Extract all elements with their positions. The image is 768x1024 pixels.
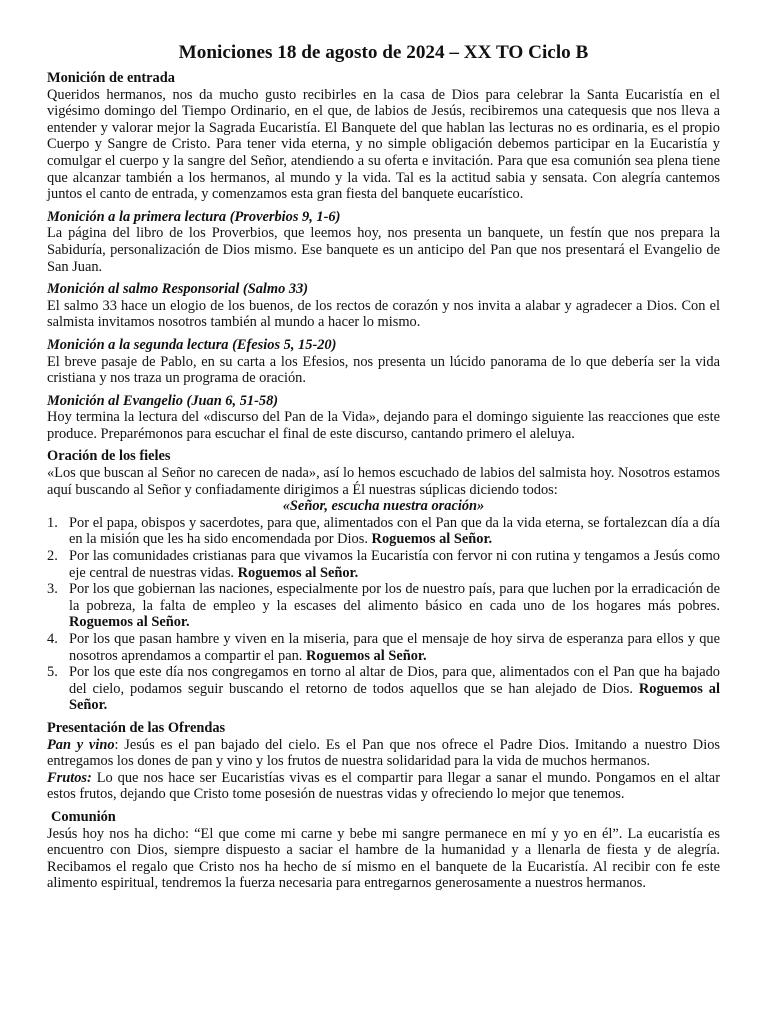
petition-text: Por las comunidades cristianas para que vivamos la Eucaristía con fervor ni con rutina y tengamos a Jesús como eje central de nuestras vidas. [69, 548, 720, 581]
label-frutos: Frutos: [47, 769, 92, 786]
text-segunda-lectura: El breve pasaje de Pablo, en su carta a los Efesios, nos presenta un lúcido panorama de lo que debería ser la vida cristiana y nos traza un programa de oración. [47, 353, 720, 387]
petitions-list [47, 515, 720, 714]
petition-number: 3. [47, 581, 58, 598]
text-entrada: Queridos hermanos, nos da mucho gusto recibirles en la casa de Dios para celebrar la Santa Eucaristía en el vigésimo domingo del Tiempo Ordinario, en el que, de labios de Jesús, recibiremos una catequesis que nos lleva a entender y valorar mejor la Sagrada Eucaristía. El Banquete del que hablan las lecturas no es ordinaria, es el propio Cuerpo y Sangre de Cristo. Para tener vida eterna, y no simple obligación debemos participar en la Eucaristía y comulgar el cuerpo y la sangre del Señor, atendiendo a su oferta e invitación. Para que esa comunión sea plena tiene que alcanzar también a los hermanos, al mundo y la vida. Tal es la actitud sabia y sensata. Con alegría cantemos juntos el canto de entrada, y comenzamos esta gran fiesta del banquete eucarístico. [47, 86, 720, 203]
heading-comunion: Comunión [51, 808, 116, 825]
section-ofrendas [47, 720, 720, 803]
heading-entrada: Monición de entrada [47, 70, 175, 86]
petition-item [47, 664, 720, 714]
petition-item [47, 515, 720, 548]
text-primera-lectura: La página del libro de los Proverbios, que leemos hoy, nos presenta un banquete, un festín que nos prepara la Sabiduría, personalización de Dios mismo. Ese banquete es un anticipo del Pan que nos presentará el Evangelio de San Juan. [47, 225, 720, 275]
petition-text: Por los que gobiernan las naciones, especialmente por los de nuestro país, para que luchen por la erradicación de la pobreza, la falta de empleo y la escases del alimento básico en cada uno de los hogares más pobres. [69, 581, 720, 614]
section-comunion [47, 809, 720, 892]
petition-number: 4. [47, 631, 58, 647]
text-pan-y-vino [47, 737, 720, 770]
page-title: Moniciones 18 de agosto de 2024 – XX TO Ciclo B [178, 42, 589, 63]
body-pan-y-vino: : Jesús es el pan bajado del cielo. Es el Pan que nos ofrece el Padre Dios. Imitando a nuestro Dios entregamos los dones de pan y vino y los frutos de nuestra solidaridad para la vida de muchos hermanos. [47, 736, 720, 770]
heading-primera-lectura: Monición a la primera lectura (Proverbios 9, 1-6) [47, 208, 341, 225]
petition-text: Por los que pasan hambre y viven en la miseria, para que el mensaje de hoy sirva de esperanza para ellos y que nosotros aprendamos a compartir el pan. [69, 631, 720, 664]
heading-ofrendas: Presentación de las Ofrendas [47, 719, 226, 736]
petition-response: Roguemos al Señor. [69, 614, 190, 631]
petition-number: 5. [47, 664, 58, 681]
text-frutos [47, 770, 720, 803]
section-oracion [47, 448, 720, 714]
text-oracion-intro: «Los que buscan al Señor no carecen de nada», así lo hemos escuchado de labios del salmista hoy. Nosotros estamos aquí buscando al Señor y confiadamente dirigimos a Él nuestras súplicas diciendo todos: [47, 465, 720, 498]
heading-segunda-lectura: Monición a la segunda lectura (Efesios 5, 15-20) [47, 336, 337, 353]
text-comunion: Jesús hoy nos ha dicho: “El que come mi carne y bebe mi sangre permanece en mí y yo en él”. La eucaristía es encuentro con Dios, siempre dispuesto a saciar el hambre de la humanidad y a llenarla de fiesta y de alegría. Recibamos el regalo que Cristo nos ha hecho de sí mismo en el banquete de la Eucaristía. Al recibir con fe este alimento espiritual, tendremos la fuerza necesaria para entregarnos generosamente a nuestros hermanos. [47, 825, 720, 892]
petition-number: 2. [47, 548, 58, 565]
petition-text: Por los que este día nos congregamos en torno al altar de Dios, para que, alimentados con el Pan que ha bajado del cielo, podamos seguir buscando el retorno de todos aquellos que se han alejado de Dios. [69, 664, 720, 697]
section-evangelio [47, 393, 720, 443]
text-evangelio: Hoy termina la lectura del «discurso del Pan de la Vida», dejando para el domingo siguiente las reacciones que este produce. Preparémonos para escuchar el final de este discurso, cantando primero el aleluya. [47, 409, 720, 442]
petition-response: Roguemos al Señor. [305, 647, 427, 664]
heading-salmo: Monición al salmo Responsorial (Salmo 33) [47, 281, 309, 298]
body-frutos: Lo que nos hace ser Eucaristías vivas es el compartir para llegar a sanar el mundo. Pongamos en el altar estos frutos, dejando que Cristo tome posesión de nuestras vidas y ofreciendo lo mejor que tenemos. [47, 769, 720, 803]
oracion-response: «Señor, escucha nuestra oración» [282, 498, 485, 515]
petition-number: 1. [47, 514, 58, 531]
section-entrada [47, 70, 720, 203]
petition-response: Roguemos al Señor. [69, 680, 720, 714]
heading-evangelio: Monición al Evangelio (Juan 6, 51-58) [47, 392, 279, 409]
section-salmo [47, 281, 720, 331]
petition-text: Por el papa, obispos y sacerdotes, para que, alimentados con el Pan que da la vida eterna, se fortalezcan día a día en la misión que les ha sido encomendada por Dios. [69, 514, 720, 548]
label-pan-y-vino: Pan y vino [47, 736, 115, 753]
section-segunda-lectura [47, 337, 720, 387]
petition-response: Roguemos al Señor. [237, 564, 359, 581]
petition-item [47, 581, 720, 631]
petition-item [47, 631, 720, 664]
section-primera-lectura [47, 209, 720, 275]
petition-item [47, 548, 720, 581]
heading-oracion: Oración de los fieles [47, 448, 171, 465]
text-salmo: El salmo 33 hace un elogio de los buenos, de los rectos de corazón y nos invita a alabar y agradecer a Dios. Con el salmista invitamos nosotros también al mundo a hacer lo mismo. [47, 297, 720, 331]
petition-response: Roguemos al Señor. [371, 531, 493, 548]
